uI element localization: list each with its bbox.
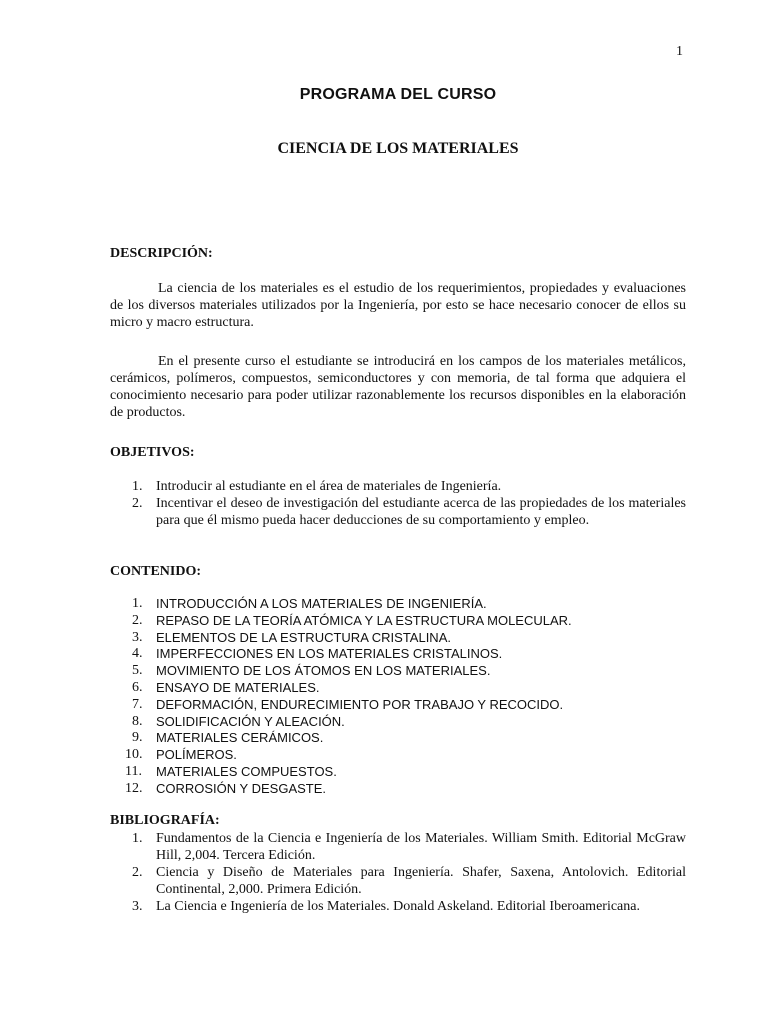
- list-item-text: IMPERFECCIONES EN LOS MATERIALES CRISTALINOS.: [156, 646, 503, 662]
- contenido-heading: CONTENIDO:: [110, 564, 202, 579]
- list-item-text: CORROSIÓN Y DESGASTE.: [156, 780, 327, 796]
- list-item: [110, 630, 686, 647]
- list-item-number: 2.: [132, 865, 143, 880]
- list-item-text: INTRODUCCIÓN A LOS MATERIALES DE INGENIERÍA.: [156, 596, 487, 611]
- list-item-text: DEFORMACIÓN, ENDURECIMIENTO POR TRABAJO Y RECOCIDO.: [156, 696, 564, 712]
- list-item-number: 2.: [132, 612, 143, 628]
- list-item: [110, 697, 686, 714]
- list-item-text: POLÍMEROS.: [156, 747, 237, 763]
- bibliografia-heading: BIBLIOGRAFÍA:: [110, 813, 220, 828]
- list-item-number: 5.: [132, 663, 143, 679]
- list-item-text: MATERIALES CERÁMICOS.: [156, 730, 324, 746]
- list-item-number: 10.: [125, 747, 143, 763]
- list-item: [110, 680, 686, 697]
- list-item-text: Fundamentos de la Ciencia e Ingeniería de los Materiales. William Smith. Editorial McGraw Hill, 2,004. Tercera Edición.: [156, 831, 686, 863]
- list-item-text: Introducir al estudiante en el área de materiales de Ingeniería.: [156, 479, 502, 494]
- list-item: [110, 495, 686, 529]
- list-item-text: ENSAYO DE MATERIALES.: [156, 679, 320, 695]
- objetivos-heading: OBJETIVOS:: [110, 445, 195, 460]
- list-item-number: 2.: [132, 496, 143, 511]
- list-item: [110, 764, 686, 781]
- descripcion-heading: DESCRIPCIÓN:: [110, 246, 213, 261]
- list-item-text: REPASO DE LA TEORÍA ATÓMICA Y LA ESTRUCTURA MOLECULAR.: [156, 612, 572, 628]
- list-item: [110, 898, 686, 915]
- list-item-text: Ciencia y Diseño de Materiales para Ingeniería. Shafer, Saxena, Antolovich. Editorial Continental, 2,000. Primera Edición.: [156, 865, 686, 897]
- descripcion-paragraph-1: La ciencia de los materiales es el estudio de los requerimientos, propiedades y evaluaciones de los diversos materiales utilizados por la Ingeniería, por esto se hace necesario conocer de ellos su micro y macro estructura.: [110, 281, 686, 330]
- list-item-text: MATERIALES COMPUESTOS.: [156, 763, 337, 779]
- list-item-text: ELEMENTOS DE LA ESTRUCTURA CRISTALINA.: [156, 629, 451, 645]
- page-number: 1: [676, 44, 683, 59]
- page-title: PROGRAMA DEL CURSO: [299, 86, 497, 103]
- list-item-number: 3.: [132, 629, 143, 645]
- course-title: CIENCIA DE LOS MATERIALES: [277, 140, 519, 157]
- list-item-number: 8.: [132, 713, 143, 729]
- list-item-number: 1.: [132, 479, 143, 494]
- objetivos-list: [110, 478, 686, 529]
- list-item: [110, 864, 686, 898]
- list-item-number: 11.: [125, 763, 142, 779]
- list-item-number: 3.: [132, 899, 143, 914]
- list-item-number: 1.: [132, 831, 143, 846]
- list-item: [110, 663, 686, 680]
- list-item: [110, 747, 686, 764]
- list-item: [110, 478, 686, 495]
- list-item-number: 1.: [132, 596, 143, 611]
- list-item: [110, 646, 686, 663]
- bibliografia-list: [110, 830, 686, 915]
- list-item-number: 4.: [132, 646, 143, 662]
- list-item-number: 12.: [125, 780, 143, 796]
- list-item: [110, 714, 686, 731]
- list-item-text: Incentivar el deseo de investigación del estudiante acerca de las propiedades de los materiales para que él mismo pueda hacer deducciones de su comportamiento y empleo.: [156, 496, 686, 528]
- list-item-text: SOLIDIFICACIÓN Y ALEACIÓN.: [156, 713, 345, 729]
- list-item-number: 7.: [132, 696, 143, 712]
- list-item-number: 9.: [132, 730, 143, 746]
- descripcion-paragraph-2: En el presente curso el estudiante se introducirá en los campos de los materiales metálicos, cerámicos, polímeros, compuestos, semiconductores y con memoria, de tal forma que adquiera el conocimiento necesario para poder utilizar razonablemente los recursos disponibles en la elaboración de productos.: [110, 354, 686, 420]
- list-item: [110, 730, 686, 747]
- list-item: [110, 830, 686, 864]
- list-item-number: 6.: [132, 679, 143, 695]
- contenido-list: [110, 596, 686, 798]
- list-item: [110, 781, 686, 798]
- list-item-text: La Ciencia e Ingeniería de los Materiales. Donald Askeland. Editorial Iberoamericana.: [156, 899, 640, 914]
- list-item: [110, 613, 686, 630]
- list-item: [110, 596, 686, 613]
- list-item-text: MOVIMIENTO DE LOS ÁTOMOS EN LOS MATERIALES.: [156, 663, 491, 679]
